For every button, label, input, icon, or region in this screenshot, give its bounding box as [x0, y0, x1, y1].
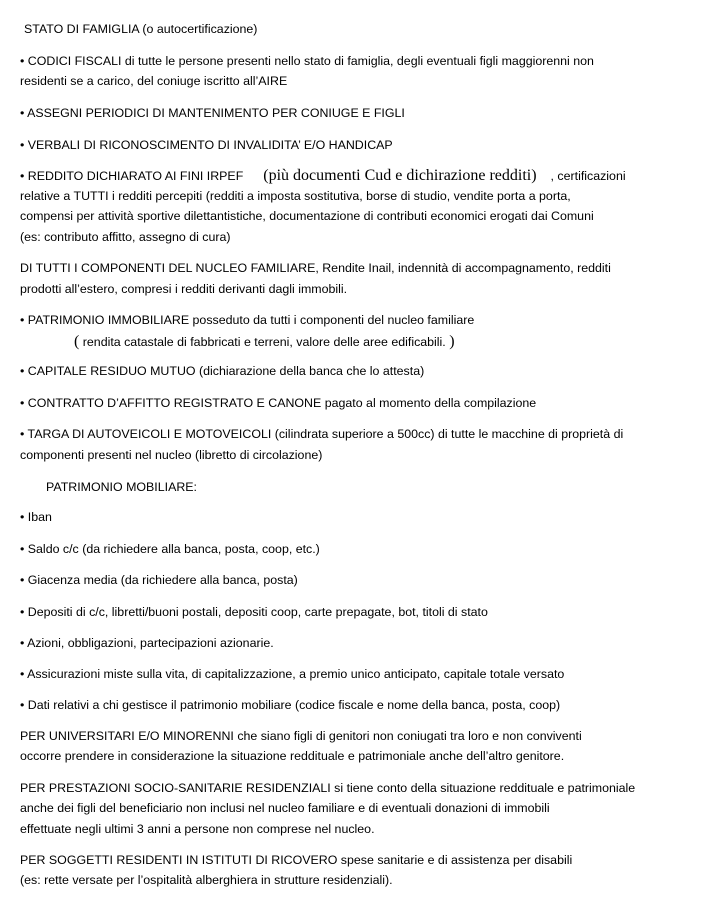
targa-line-2: componenti presenti nel nucleo (libretto di circolazione) — [20, 448, 323, 462]
capitale-item: • CAPITALE RESIDUO MUTUO (dichiarazione della banca che lo attesta) — [20, 364, 425, 378]
patrimonio-immobiliare-line-2 — [74, 332, 455, 352]
codici-fiscali-line-1: • CODICI FISCALI di tutte le persone presenti nello stato di famiglia, degli eventuali figli maggiorenni non — [20, 54, 594, 68]
contratto-item: • CONTRATTO D’AFFITTO REGISTRATO E CANONE pagato al momento della compilazione — [20, 396, 537, 410]
universitari-line-2: occorre prendere in considerazione la situazione reddituale e patrimoniale anche dell’altro genitore. — [20, 749, 565, 763]
close-paren: ) — [449, 333, 455, 350]
patrimonio-immobiliare-detail: rendita catastale di fabbricati e terreni, valore delle aree edificabili. — [82, 335, 446, 349]
mobiliare-item: • Giacenza media (da richiedere alla banca, posta) — [20, 573, 298, 587]
reddito-lead: • REDDITO DICHIARATO AI FINI IRPEF — [20, 169, 244, 183]
prestazioni-line-3: effettuate negli ultimi 3 anni a persone non comprese nel nucleo. — [20, 822, 375, 836]
reddito-line-4: (es: contributo affitto, assegno di cura) — [20, 230, 231, 244]
mobiliare-item: • Dati relativi a chi gestisce il patrimonio mobiliare (codice fiscale e nome della banca, posta, coop) — [20, 698, 561, 712]
mobiliare-item: • Depositi di c/c, libretti/buoni postali, depositi coop, carte prepagate, bot, titoli di stato — [20, 605, 488, 619]
reddito-tail: , certificazioni — [550, 169, 626, 183]
assegni-item: • ASSEGNI PERIODICI DI MANTENIMENTO PER CONIUGE E FIGLI — [20, 106, 405, 120]
codici-fiscali-line-2: residenti se a carico, del coniuge iscritto all’AIRE — [20, 74, 288, 88]
soggetti-line-2: (es: rette versate per l’ospitalità alberghiera in strutture residenziali). — [20, 873, 393, 887]
reddito-note: (più documenti Cud e dichirazione redditi) — [263, 167, 537, 184]
prestazioni-line-2: anche dei figli del beneficiario non inclusi nel nucleo familiare e di eventuali donazioni di immobili — [20, 801, 550, 815]
mobiliare-item: • Saldo c/c (da richiedere alla banca, posta, coop, etc.) — [20, 542, 320, 556]
mobiliare-item: • Assicurazioni miste sulla vita, di capitalizzazione, a premio unico anticipato, capitale totale versato — [20, 667, 565, 681]
reddito-line-3: compensi per attività sportive dilettantistiche, documentazione di contributi economici erogati dai Comuni — [20, 209, 594, 223]
soggetti-line-1: PER SOGGETTI RESIDENTI IN ISTITUTI DI RICOVERO spese sanitarie e di assistenza per disabili — [20, 853, 573, 867]
heading-stato-famiglia: STATO DI FAMIGLIA (o autocertificazione) — [24, 22, 258, 36]
componenti-line-1: DI TUTTI I COMPONENTI DEL NUCLEO FAMILIARE, Rendite Inail, indennità di accompagnamento, redditi — [20, 261, 611, 275]
mobiliare-item: • Azioni, obbligazioni, partecipazioni azionarie. — [20, 636, 274, 650]
prestazioni-line-1: PER PRESTAZIONI SOCIO-SANITARIE RESIDENZIALI si tiene conto della situazione reddituale e patrimoniale — [20, 781, 636, 795]
reddito-line-2: relative a TUTTI i redditi percepiti (redditi a imposta sostitutiva, borse di studio, vendite porta a porta, — [20, 189, 571, 203]
mobiliare-item: • Iban — [20, 510, 52, 524]
reddito-line-1 — [20, 166, 626, 186]
open-paren: ( — [74, 333, 80, 350]
universitari-line-1: PER UNIVERSITARI E/O MINORENNI che siano figli di genitori non coniugati tra loro e non conviventi — [20, 729, 582, 743]
verbali-item: • VERBALI DI RICONOSCIMENTO DI INVALIDITA’ E/O HANDICAP — [20, 138, 393, 152]
targa-line-1: • TARGA DI AUTOVEICOLI E MOTOVEICOLI (cilindrata superiore a 500cc) di tutte le macchine di proprietà di — [20, 427, 624, 441]
componenti-line-2: prodotti all’estero, compresi i redditi derivanti dagli immobili. — [20, 282, 348, 296]
patrimonio-mobiliare-heading: PATRIMONIO MOBILIARE: — [46, 480, 197, 494]
patrimonio-immobiliare-line-1: • PATRIMONIO IMMOBILIARE posseduto da tutti i componenti del nucleo familiare — [20, 313, 475, 327]
